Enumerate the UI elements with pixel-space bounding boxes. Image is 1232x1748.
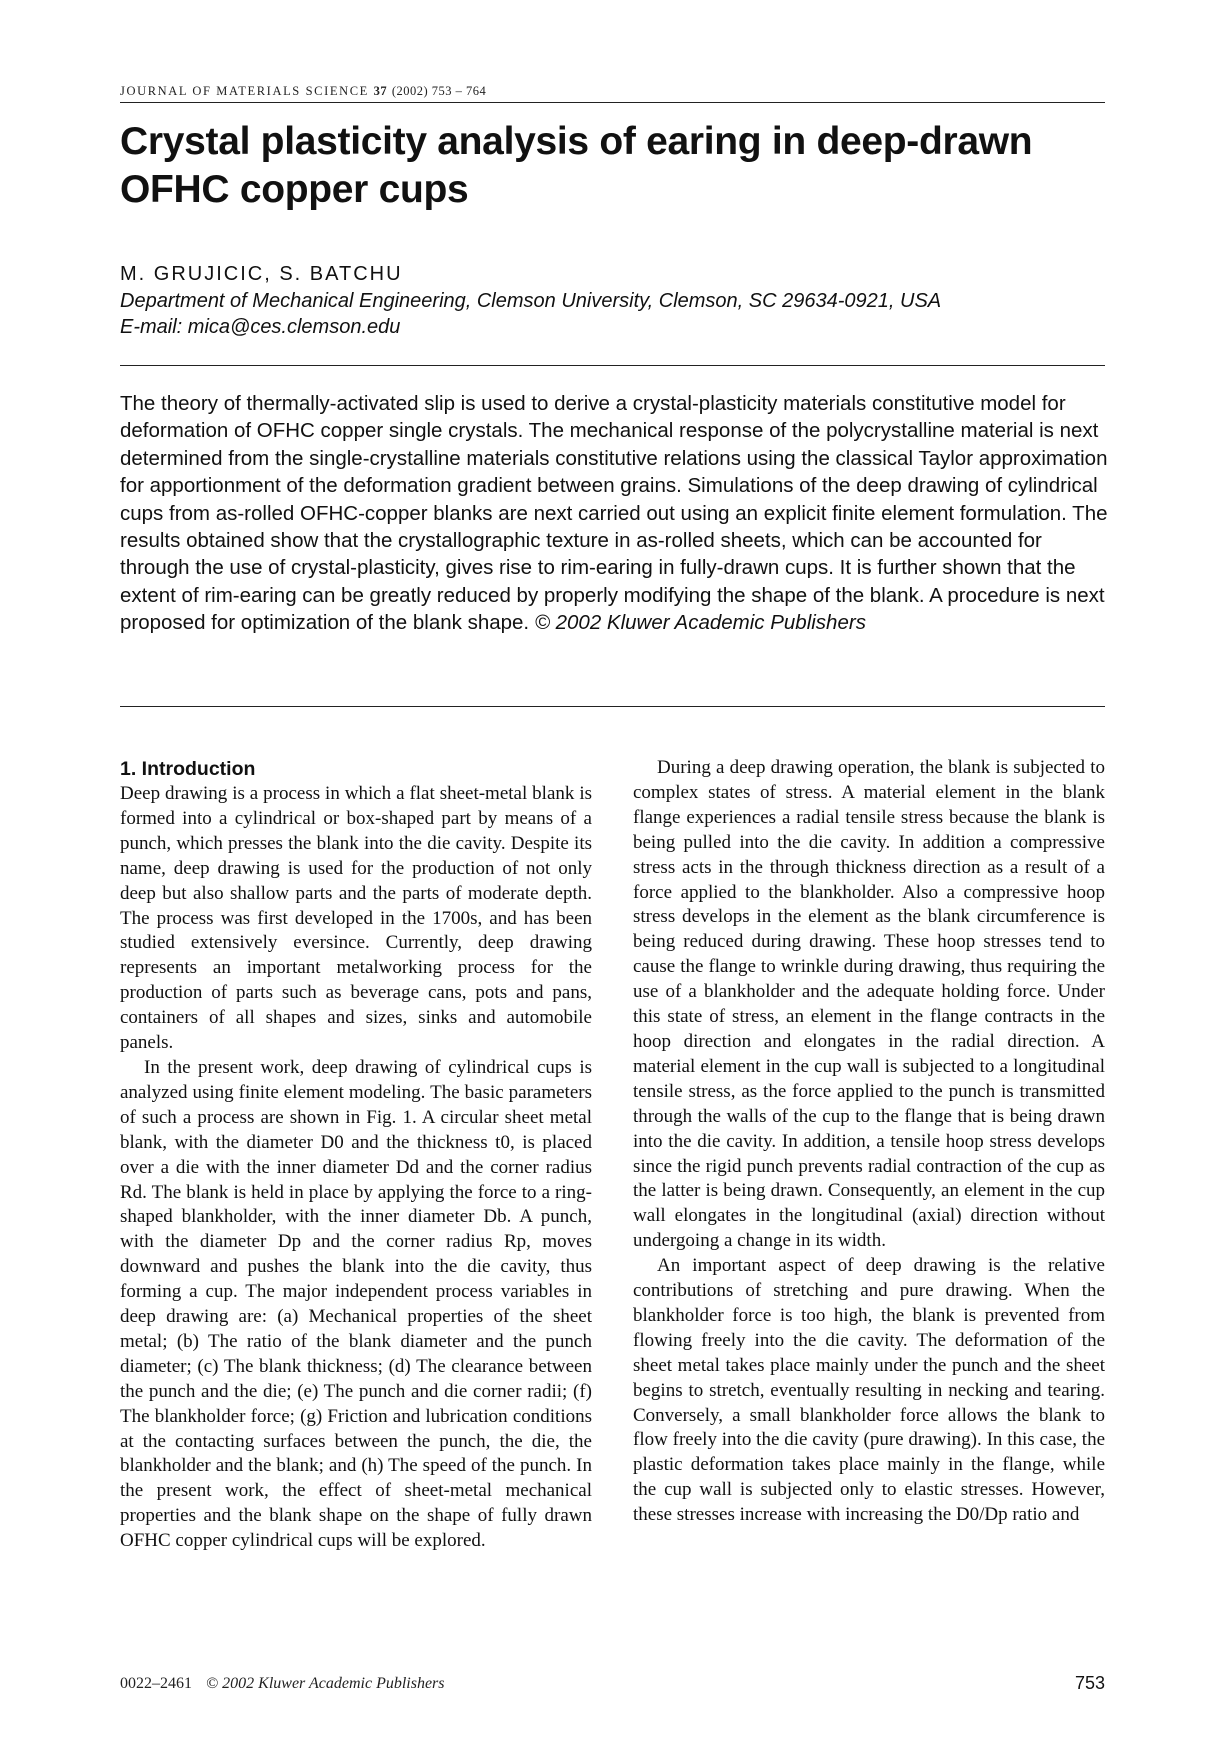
header-rule <box>120 102 1105 103</box>
body-paragraph: Deep drawing is a process in which a flat sheet-metal blank is formed into a cylindrical or box-shaped part by means of a punch, which presses the blank into the die cavity. Despite its name, deep drawing is used for the production of not only deep but also shallow parts and the parts of moderate depth. The process was first developed in the 1700s, and has been studied extensively eversince. Currently, deep drawing represents an important metalworking process for the production of parts such as beverage cans, pots and pans, containers of all shapes and sizes, sinks and automobile panels. <box>120 783 592 1054</box>
abstract-bottom-rule <box>120 706 1105 707</box>
body-paragraph: During a deep drawing operation, the blank is subjected to complex states of stress. A material element in the blank flange experiences a radial tensile stress because the blank is being pulled into the die cavity. In addition a compressive stress acts in the through thickness direction as a result of a force applied to the blankholder. Also a compressive hoop stress develops in the element as the blank circumference is being reduced during drawing. These hoop stresses tend to cause the flange to wrinkle during drawing, thus requiring the use of a blankholder and the adequate holding force. Under this state of stress, an element in the flange contracts in the hoop direction and elongates in the radial direction. A material element in the cup wall is subjected to a longitudinal tensile stress, as the force applied to the punch is transmitted through the walls of the cup to the flange that is being drawn into the die cavity. In addition, a tensile hoop stress develops since the rigid punch prevents radial contraction of the cup as the latter is being drawn. Consequently, an element in the cup wall elongates in the longitudinal (axial) direction without undergoing a change in its width. <box>633 757 1105 1252</box>
page-footer <box>120 1675 445 1693</box>
journal-name: JOURNAL OF MATERIALS SCIENCE <box>120 84 369 98</box>
abstract-top-rule <box>120 365 1105 366</box>
issn: 0022–2461 <box>120 1675 192 1692</box>
page-number: 753 <box>1074 1673 1105 1693</box>
author-affiliation: Department of Mechanical Engineering, Clemson University, Clemson, SC 29634-0921, USA <box>120 290 942 312</box>
footer-publisher: © 2002 Kluwer Academic Publishers <box>206 1675 445 1692</box>
body-paragraph: An important aspect of deep drawing is the relative contributions of stretching and pure drawing. When the blankholder force is too high, the blank is prevented from flowing freely into the die cavity. The deformation of the sheet metal takes place mainly under the punch and the sheet begins to stretch, eventually resulting in necking and tearing. Conversely, a small blankholder force allows the blank to flow freely into the die cavity (pure drawing). In this case, the plastic deformation takes place mainly in the flange, while the cup wall is subjected only to elastic stresses. However, these stresses increase with increasing the D0/Dp ratio and <box>633 1255 1105 1526</box>
abstract <box>120 390 1110 637</box>
article-title: Crystal plasticity analysis of earing in deep-drawn OFHC copper cups <box>120 120 1033 211</box>
body-paragraph: In the present work, deep drawing of cylindrical cups is analyzed using finite element modeling. The basic parameters of such a process are shown in Fig. 1. A circular sheet metal blank, with the diameter D0 and the thickness t0, is placed over a die with the inner diameter Dd and the corner radius Rd. The blank is held in place by applying the force to a ring-shaped blankholder, with the inner diameter Db. A punch, with the diameter Dp and the corner radius Rp, moves downward and pushes the blank into the die cavity, thus forming a cup. The major independent process variables in deep drawing are: (a) Mechanical properties of the sheet metal; (b) The ratio of the blank diameter and the punch diameter; (c) The blank thickness; (d) The clearance between the punch and the die; (e) The punch and die corner radii; (f) The blankholder force; (g) Friction and lubrication conditions at the contacting surfaces between the punch, the die, the blankholder and the blank; and (h) The speed of the punch. In the present work, the effect of sheet-metal mechanical properties and the blank shape on the shape of fully drawn OFHC copper cylindrical cups will be explored. <box>120 1056 592 1552</box>
journal-year-pages: (2002) 753 – 764 <box>391 84 487 98</box>
author-email: E-mail: mica@ces.clemson.edu <box>120 316 401 338</box>
journal-volume: 37 <box>373 84 388 98</box>
abstract-text: The theory of thermally-activated slip is used to derive a crystal-plasticity materials constitutive model for deformation of OFHC copper single crystals. The mechanical response of the polycrystalline material is next determined from the single-crystalline materials constitutive relations using the classical Taylor approximation for apportionment of the deformation gradient between grains. Simulations of the deep drawing of cylindrical cups from as-rolled OFHC-copper blanks are next carried out using an explicit finite element formulation. The results obtained show that the crystallographic texture in as-rolled sheets, which can be accounted for through the use of crystal-plasticity, gives rise to rim-earing in fully-drawn cups. It is further shown that the extent of rim-earing can be greatly reduced by properly modifying the shape of the blank. A procedure is next proposed for optimization of the blank shape. <box>120 392 1108 635</box>
body-column-right <box>633 756 1105 1528</box>
author-list: M. GRUJICIC, S. BATCHU <box>120 263 403 285</box>
abstract-copyright: © 2002 Kluwer Academic Publishers <box>534 611 866 635</box>
running-head <box>120 84 1105 99</box>
body-column-left <box>120 756 592 1554</box>
section-heading: 1. Introduction <box>120 758 256 780</box>
